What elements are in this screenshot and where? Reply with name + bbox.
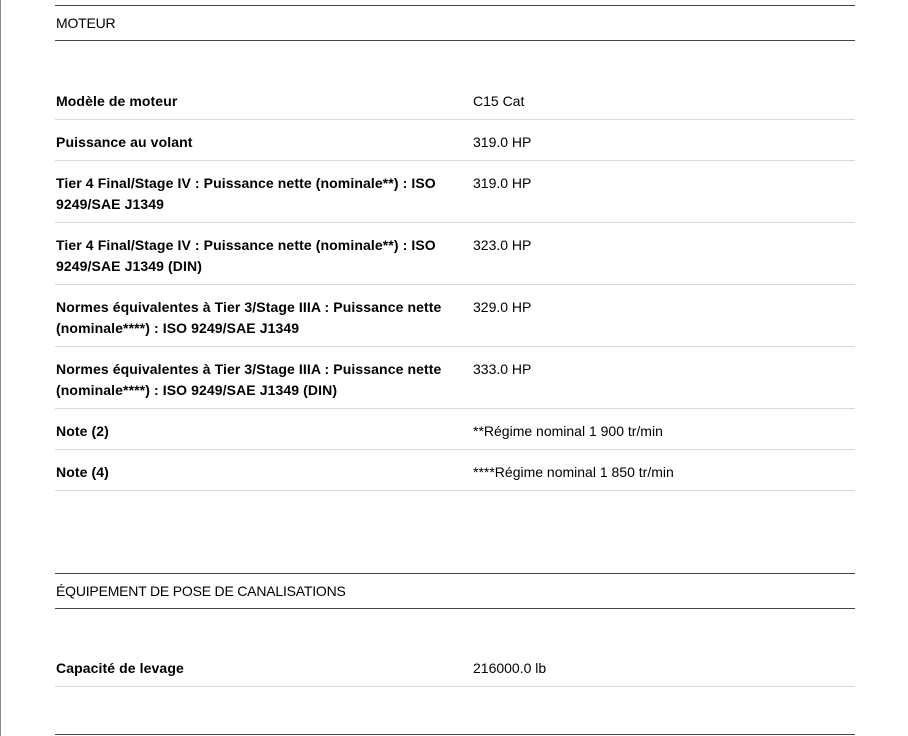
section-title: ÉQUIPEMENT DE POSE DE CANALISATIONS: [55, 573, 855, 609]
spec-table: [55, 89, 855, 491]
section-engine: [55, 5, 855, 501]
spec-label: Normes équivalentes à Tier 3/Stage IIIA : Puissance nette (nominale****) : ISO 9249/SAE J1349 (DIN): [56, 361, 442, 398]
spec-label: Tier 4 Final/Stage IV : Puissance nette (nominale**) : ISO 9249/SAE J1349: [56, 175, 436, 212]
spec-row-engine-model: [55, 89, 855, 120]
spec-row-flywheel-power: [55, 130, 855, 161]
spec-value: 319.0 HP: [473, 175, 532, 191]
section-title: MOTEUR: [55, 5, 855, 41]
spec-value: 319.0 HP: [473, 134, 532, 150]
spec-value: **Régime nominal 1 900 tr/min: [473, 423, 663, 439]
spec-label: Modèle de moteur: [56, 93, 178, 109]
spec-row-tier3-net-power: [55, 295, 855, 347]
spec-row-tier3-net-power-din: [55, 357, 855, 409]
spec-label: Normes équivalentes à Tier 3/Stage IIIA : Puissance nette (nominale****) : ISO 9249/SAE J1349: [56, 299, 442, 336]
spec-row-note-4: [55, 460, 855, 491]
next-section-divider: [55, 734, 855, 735]
spec-row-note-2: [55, 419, 855, 450]
spec-row-lift-capacity: [55, 656, 855, 687]
spec-label: Note (2): [56, 423, 109, 439]
spec-value: 329.0 HP: [473, 299, 532, 315]
section-pipelaying-equipment: [55, 573, 855, 697]
spec-value: ****Régime nominal 1 850 tr/min: [473, 464, 674, 480]
spec-row-tier4-net-power: [55, 171, 855, 223]
spec-value: C15 Cat: [473, 93, 525, 109]
spec-label: Note (4): [56, 464, 109, 480]
spec-label: Puissance au volant: [56, 134, 193, 150]
spec-row-tier4-net-power-din: [55, 233, 855, 285]
spec-value: 323.0 HP: [473, 237, 532, 253]
spec-value: 333.0 HP: [473, 361, 532, 377]
spec-label: Tier 4 Final/Stage IV : Puissance nette (nominale**) : ISO 9249/SAE J1349 (DIN): [56, 237, 436, 274]
page-left-border: [0, 0, 1, 736]
spec-value: 216000.0 lb: [473, 660, 547, 676]
spec-table: [55, 656, 855, 687]
spec-label: Capacité de levage: [56, 660, 184, 676]
